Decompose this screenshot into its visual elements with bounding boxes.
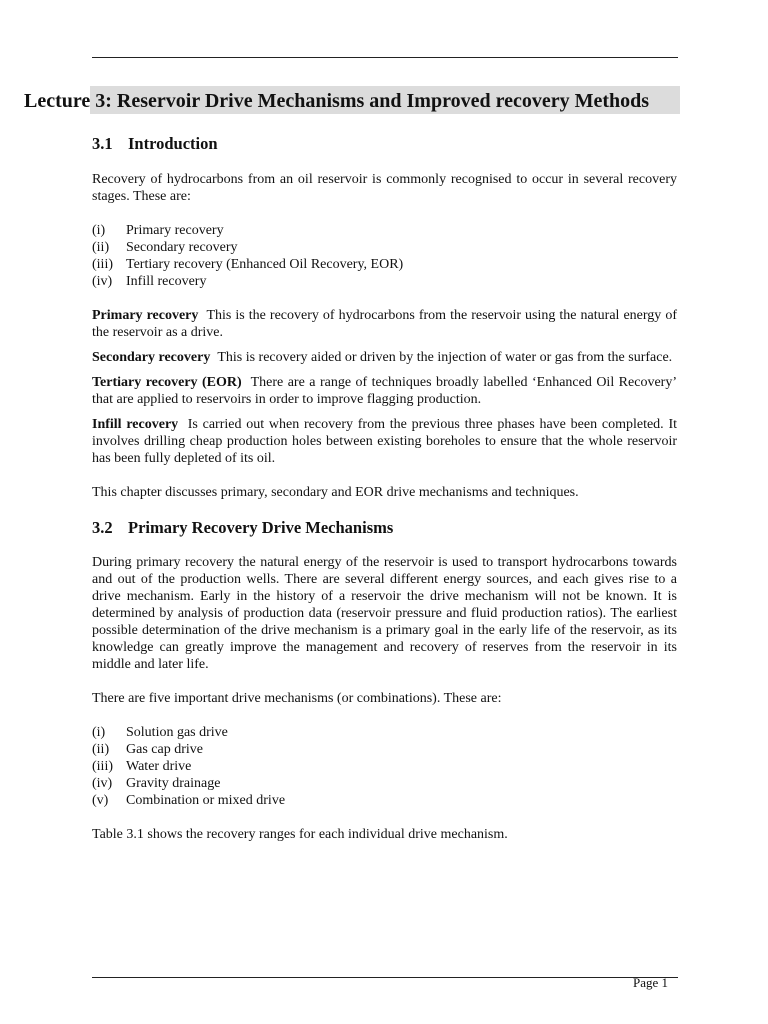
- definition-primary: [92, 307, 677, 341]
- footer-rule: [92, 977, 678, 978]
- definition-tertiary: [92, 374, 677, 408]
- list-text: Primary recovery: [126, 223, 224, 238]
- list-marker: (iii): [92, 257, 113, 272]
- definition-secondary: [92, 349, 677, 366]
- list-text: Gas cap drive: [126, 742, 203, 757]
- intro-paragraph: Recovery of hydrocarbons from an oil reservoir is commonly recognised to occur in several recovery stages. These are:: [92, 172, 677, 204]
- list-item: [92, 758, 677, 775]
- list-item: [92, 256, 677, 273]
- definition-text: This is recovery aided or driven by the injection of water or gas from the surface.: [217, 350, 673, 365]
- list-marker: (iii): [92, 759, 113, 774]
- list-marker: (i): [92, 725, 106, 740]
- header-rule: [92, 57, 678, 58]
- list-text: Gravity drainage: [126, 776, 221, 791]
- list-item: [92, 222, 677, 239]
- definition-term: Infill recovery: [92, 417, 179, 432]
- list-marker: (ii): [92, 742, 110, 757]
- definition-term: Secondary recovery: [92, 350, 211, 365]
- recovery-stages-list: [92, 222, 677, 290]
- section-heading-primary-recovery: [92, 518, 677, 538]
- list-item: [92, 792, 677, 809]
- list-item: [92, 724, 677, 741]
- definition-term: Primary recovery: [92, 308, 199, 323]
- section-number: 3.2: [92, 518, 113, 537]
- list-marker: (iv): [92, 776, 113, 791]
- list-item: [92, 741, 677, 758]
- drive-mechanisms-list: [92, 724, 677, 809]
- list-item: [92, 239, 677, 256]
- list-text: Solution gas drive: [126, 725, 228, 740]
- definition-text: There are a range of techniques broadly labelled ‘Enhanced Oil Recovery’ that are applied to reservoirs in order to improve flagging production.: [92, 375, 677, 407]
- page-content: [92, 134, 677, 843]
- section-number: 3.1: [92, 134, 113, 153]
- page-number: Page 1: [632, 975, 668, 990]
- list-text: Combination or mixed drive: [126, 793, 286, 808]
- definition-text: Is carried out when recovery from the previous three phases have been completed. It involves drilling cheap production holes between existing boreholes to ensure that the whole reservoir has been fully depleted of its oil.: [92, 417, 678, 466]
- list-marker: (i): [92, 223, 106, 238]
- definition-infill: [92, 416, 677, 467]
- list-marker: (iv): [92, 274, 113, 289]
- primary-recovery-paragraph: During primary recovery the natural energy of the reservoir is used to transport hydrocarbons towards and out of the production wells. There are several different energy sources, and each gives rise to a drive mechanism. Early in the history of a reservoir the drive mechanism will not be known. It is determined by analysis of production data (reservoir pressure and fluid production ratios). The earliest possible determination of the drive mechanism is a primary goal in the early life of the reservoir, as its knowledge can greatly improve the management and recovery of reserves from the reservoir in its middle and later life.: [92, 555, 677, 672]
- list-text: Infill recovery: [126, 274, 207, 289]
- list-item: [92, 775, 677, 792]
- page-title: Lecture 3: Reservoir Drive Mechanisms and Improved recovery Methods: [24, 90, 650, 112]
- chapter-summary: This chapter discusses primary, secondary and EOR drive mechanisms and techniques.: [92, 485, 579, 500]
- list-item: [92, 273, 677, 290]
- list-text: Tertiary recovery (Enhanced Oil Recovery, EOR): [126, 257, 404, 272]
- drive-mechanisms-intro: There are five important drive mechanisms (or combinations). These are:: [92, 691, 502, 706]
- list-marker: (ii): [92, 240, 110, 255]
- section-title: Primary Recovery Drive Mechanisms: [128, 518, 394, 537]
- section-heading-introduction: [92, 134, 677, 154]
- list-text: Water drive: [126, 759, 192, 774]
- section-title: Introduction: [128, 134, 218, 153]
- table-reference: Table 3.1 shows the recovery ranges for each individual drive mechanism.: [92, 827, 508, 842]
- list-text: Secondary recovery: [126, 240, 238, 255]
- list-marker: (v): [92, 793, 109, 808]
- definition-text: This is the recovery of hydrocarbons from the reservoir using the natural energy of the reservoir as a drive.: [92, 308, 677, 340]
- definition-term: Tertiary recovery (EOR): [92, 375, 242, 390]
